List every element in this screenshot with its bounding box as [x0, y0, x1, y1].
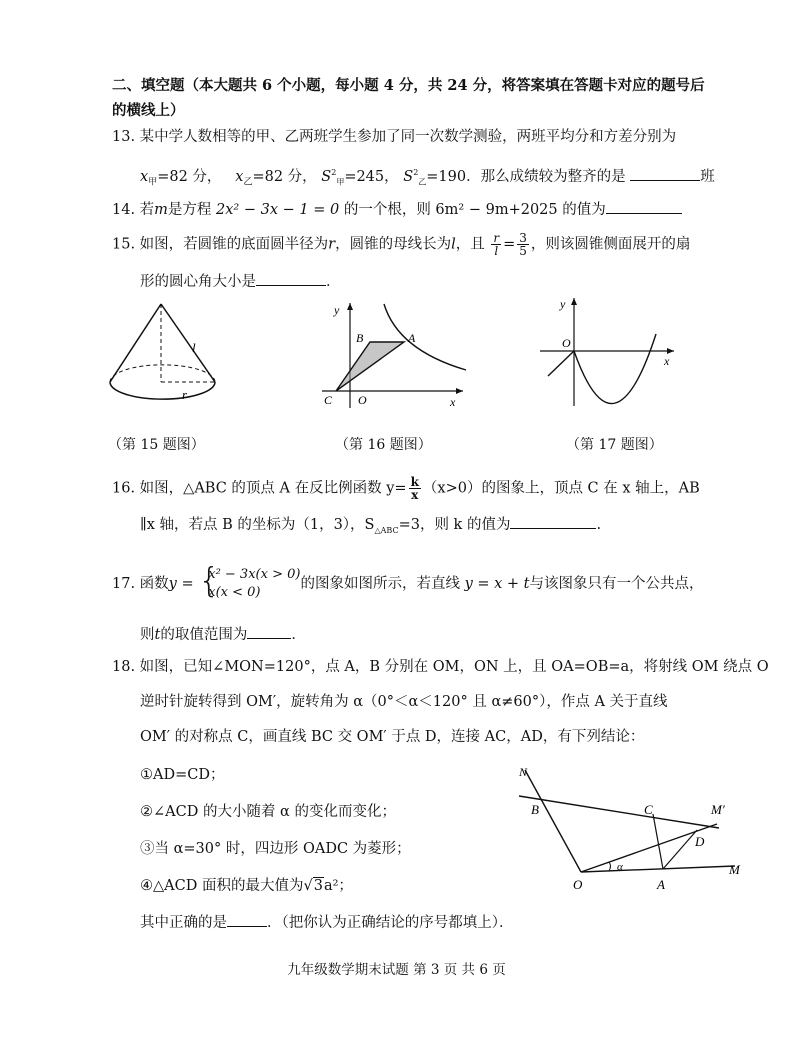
fig16-label-y: y	[334, 303, 340, 317]
q15-line1	[112, 232, 690, 257]
fig15-caption: （第 15 题图）	[108, 437, 205, 453]
q13-line1: 13. 某中学人数相等的甲、乙两班学生参加了同一次数学测验，两班平均分和方差分别为	[112, 129, 677, 145]
q15-fraction-3-over-5: $\frac{3}{5}$	[519, 231, 527, 258]
q17-piecewise	[198, 561, 301, 602]
q18-c4-prefix: ④△ACD 面积的最大值为	[140, 878, 304, 894]
q15-l: l	[451, 236, 456, 253]
fig17-line-part	[548, 351, 574, 376]
fig17-label-y: y	[560, 297, 566, 311]
fig16-label-b: B	[356, 331, 364, 345]
fig18-label-m: M	[729, 862, 740, 877]
q16-line2-tail: =3，则 k 的值为	[398, 517, 511, 533]
q13-s2-symbol: S	[403, 168, 414, 185]
q16-fraction-k-over-x: $\frac{k}{x}$	[410, 475, 419, 502]
q13-s2-value: =190．那么成绩较为整齐的是	[426, 168, 626, 185]
q14-line	[112, 199, 682, 220]
fig18-label-b: B	[531, 802, 539, 817]
q13-x1-sub: 甲	[148, 177, 158, 188]
fig16-label-x: x	[450, 395, 456, 409]
q17-line-eq: y = x + t	[464, 576, 530, 592]
q15-line2	[140, 271, 341, 292]
q16-answer-blank[interactable]	[510, 514, 596, 529]
q13-x1-value: =82 分，	[157, 168, 222, 185]
fig16-triangle-abc	[336, 342, 404, 391]
fig16-label-a: A	[408, 331, 416, 345]
q18-line1: 18. 如图，已知∠MON=120°，点 A，B 分别在 OM，ON 上，且 OA=OB=a，将射线 OM 绕点 O	[112, 659, 769, 675]
q13-line2	[140, 163, 715, 193]
fig15-base-back	[110, 365, 215, 382]
q17-answer-blank[interactable]	[247, 624, 291, 639]
q15-answer-blank[interactable]	[256, 271, 326, 286]
q17-y: y =	[168, 576, 194, 592]
q13-s1-value: =245，	[344, 168, 399, 185]
fig18-label-d: D	[695, 834, 705, 849]
fig18-ray-on	[525, 770, 581, 872]
q18-line3: OM′ 的对称点 C，画直线 BC 交 OM′ 于点 D，连接 AC，AD，有下列结论：	[140, 729, 645, 745]
q16-area-sub: △ABC	[374, 525, 399, 535]
q17-case2: x(x < 0)	[208, 585, 261, 600]
fig15-label-l: l	[192, 340, 196, 355]
fig15-cone-left-edge	[110, 304, 161, 382]
q17-prefix: 17. 函数	[112, 576, 169, 592]
fig18-label-n: N	[519, 765, 528, 779]
q13-x2-symbol: x	[235, 168, 244, 185]
q18-answer-blank[interactable]	[227, 912, 267, 927]
q13-s1-sub: 甲	[336, 177, 345, 187]
q16-mid: （x>0）的图象上，顶点 C 在 x 轴上，AB	[422, 480, 700, 497]
fig16-caption: （第 16 题图）	[335, 437, 432, 453]
q13-tail: 班	[700, 168, 715, 185]
q18-conclusion-3: ③当 α=30° 时，四边形 OADC 为菱形；	[140, 841, 411, 857]
fig17-caption: （第 17 题图）	[566, 437, 663, 453]
section-heading-line2: 的横线上）	[112, 102, 185, 119]
q13-x2-sub: 乙	[243, 177, 253, 188]
q17-line2	[140, 624, 306, 645]
fig18-label-c: C	[644, 802, 653, 817]
fig18-label-m-prime: M′	[711, 802, 725, 817]
q13-s1-sup: 2	[331, 168, 337, 177]
q13-answer-blank[interactable]	[630, 166, 700, 181]
fig15-cone	[104, 300, 234, 415]
fig18-segment-ad	[663, 830, 697, 869]
q13-s2-sub: 乙	[418, 177, 427, 187]
q16-line2	[140, 514, 601, 541]
q16-line1	[112, 476, 700, 501]
page-footer: 九年级数学期末试题 第 3 页 共 6 页	[287, 962, 506, 978]
fig16-hyperbola	[384, 304, 466, 370]
q18-answer-suffix: ．（把你认为正确结论的序号都填上）．	[267, 915, 514, 931]
fig16-label-c: C	[324, 393, 333, 407]
fig15-label-r: r	[182, 387, 188, 402]
q17-line2-end: ．	[291, 627, 306, 643]
q15-mid2: ，且	[455, 236, 485, 253]
q13-x1-symbol: x	[140, 168, 149, 185]
q18-conclusion-4	[140, 876, 353, 896]
q15-line2-end: ．	[326, 274, 341, 290]
fig15-base-front	[110, 382, 215, 399]
q14-suffix: 的一个根，则 6m² − 9m+2025 的值为	[343, 202, 606, 218]
fig17-graph	[536, 294, 684, 418]
q17-line2-mid: 的取值范围为	[160, 627, 248, 643]
fig18-line-bc	[519, 796, 719, 828]
q14-prefix: 14. 若	[112, 202, 155, 218]
q14-middle: 是方程	[167, 202, 212, 218]
q18-answer-line	[140, 912, 514, 933]
q17-line1	[112, 561, 704, 602]
q17-brace: {	[198, 561, 220, 601]
q13-s1-symbol: S	[321, 168, 332, 185]
q15-fraction-r-over-l: $\frac{r}{l}$	[493, 231, 500, 258]
fig18-label-alpha: α	[617, 861, 623, 873]
q15-mid1: ，圆锥的母线长为	[335, 236, 452, 253]
fig18-angle-arc	[609, 862, 611, 871]
q17-line2-prefix: 则	[140, 627, 155, 643]
q18-c4-suffix: a²；	[323, 878, 353, 894]
q17-suffix: 与该图象只有一个公共点，	[529, 576, 704, 592]
q15-equals: =	[503, 236, 516, 253]
q14-equation: 2x² − 3x − 1 = 0	[216, 202, 340, 218]
fig17-y-arrow	[571, 298, 577, 305]
q13-s2-sup: 2	[413, 168, 419, 177]
q15-prefix: 15. 如图，若圆锥的底面圆半径为	[112, 236, 329, 253]
q18-conclusion-1: ①AD=CD；	[140, 767, 225, 783]
q16-prefix: 16. 如图，△ABC 的顶点 A 在反比例函数 y=	[112, 480, 407, 497]
q15-r: r	[328, 236, 336, 253]
fig18-label-a: A	[657, 877, 665, 892]
fig17-label-x: x	[664, 354, 670, 368]
fig16-graph	[318, 298, 468, 416]
q16-line2-text: ∥x 轴，若点 B 的坐标为（1，3），S	[140, 517, 375, 533]
fig17-parabola-part	[574, 334, 656, 404]
fig16-x-arrow	[456, 388, 463, 394]
q14-answer-blank[interactable]	[606, 199, 682, 214]
fig17-label-o: O	[562, 336, 571, 350]
section-heading-line1: 二、填空题（本大题共 6 个小题，每小题 4 分，共 24 分，将答案填在答题卡对应的题号后	[112, 77, 705, 94]
fig18-label-o: O	[573, 877, 583, 892]
fig18-ray-om	[581, 866, 735, 872]
q15-line2-text: 形的圆心角大小是	[140, 274, 256, 290]
q14-var: m	[154, 202, 168, 218]
q18-answer-prefix: 其中正确的是	[140, 915, 227, 931]
q17-mid: 的图象如图所示，若直线	[300, 576, 460, 592]
q18-conclusion-2: ②∠ACD 的大小随着 α 的变化而变化；	[140, 804, 396, 820]
q16-end: .	[596, 517, 602, 533]
q18-sqrt: √3	[303, 878, 323, 894]
q13-x2-value: =82 分，	[252, 168, 317, 185]
q17-case1: x² − 3x(x > 0)	[208, 567, 301, 582]
q18-line2: 逆时针旋转得到 OM′，旋转角为 α（0°＜α＜120° 且 α≠60°），作点 A 关于直线	[140, 694, 668, 710]
fig18-segment-ac	[653, 814, 663, 869]
q17-t: t	[154, 627, 161, 643]
q15-suffix: ，则该圆锥侧面展开的扇	[530, 236, 691, 253]
fig16-y-arrow	[347, 303, 353, 310]
fig18-geometry	[505, 760, 750, 895]
fig16-label-o: O	[358, 393, 367, 407]
fig15-cone-right-edge	[161, 304, 215, 382]
